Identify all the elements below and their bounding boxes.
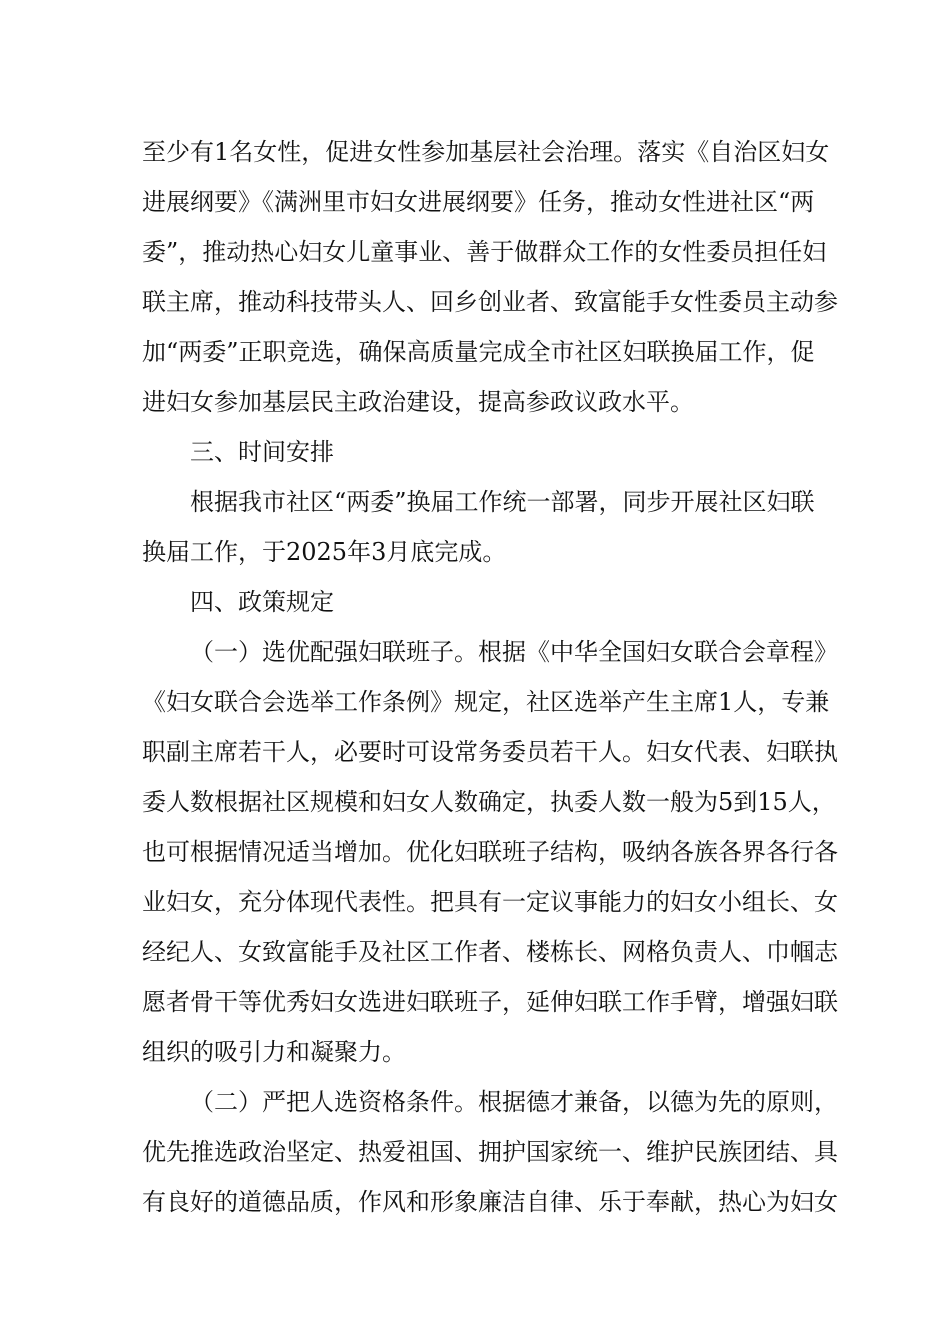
body-line-19: 组织的吸引力和凝聚力。 <box>142 1038 406 1066</box>
body-line-5: 加“两委”正职竞选，确保高质量完成全市社区妇联换届工作，促 <box>142 338 815 366</box>
body-line-11: （一）选优配强妇联班子。根据《中华全国妇女联合会章程》 <box>190 638 838 666</box>
body-line-15: 也可根据情况适当增加。优化妇联班子结构，吸纳各族各界各行各 <box>142 838 838 866</box>
body-line-2: 进展纲要》《满洲里市妇女进展纲要》任务，推动女性进社区“两 <box>142 188 815 216</box>
body-line-18: 愿者骨干等优秀妇女选进妇联班子，延伸妇联工作手臂，增强妇联 <box>142 988 838 1016</box>
body-line-6: 进妇女参加基层民主政治建设，提高参政议政水平。 <box>142 388 694 416</box>
body-line-21: 优先推选政治坚定、热爱祖国、拥护国家统一、维护民族团结、具 <box>142 1138 838 1166</box>
body-line-9: 换届工作，于2025年3月底完成。 <box>142 538 507 566</box>
body-line-4: 联主席，推动科技带头人、回乡创业者、致富能手女性委员主动参 <box>142 288 838 316</box>
section-heading-schedule: 三、时间安排 <box>190 438 334 466</box>
body-line-3: 委”，推动热心妇女儿童事业、善于做群众工作的女性委员担任妇 <box>142 238 827 266</box>
body-line-8: 根据我市社区“两委”换届工作统一部署，同步开展社区妇联 <box>190 488 815 516</box>
body-line-22: 有良好的道德品质，作风和形象廉洁自律、乐于奉献，热心为妇女 <box>142 1188 838 1216</box>
body-line-20: （二）严把人选资格条件。根据德才兼备，以德为先的原则， <box>190 1088 838 1116</box>
body-line-17: 经纪人、女致富能手及社区工作者、楼栋长、网格负责人、巾帼志 <box>142 938 838 966</box>
body-line-16: 业妇女，充分体现代表性。把具有一定议事能力的妇女小组长、女 <box>142 888 838 916</box>
body-line-13: 职副主席若干人，必要时可设常务委员若干人。妇女代表、妇联执 <box>142 738 838 766</box>
section-heading-policy: 四、政策规定 <box>190 588 334 616</box>
body-line-1: 至少有1名女性，促进女性参加基层社会治理。落实《自治区妇女 <box>142 138 830 166</box>
body-line-14: 委人数根据社区规模和妇女人数确定，执委人数一般为5到15人， <box>142 788 836 816</box>
body-line-12: 《妇女联合会选举工作条例》规定，社区选举产生主席1人，专兼 <box>142 688 830 716</box>
